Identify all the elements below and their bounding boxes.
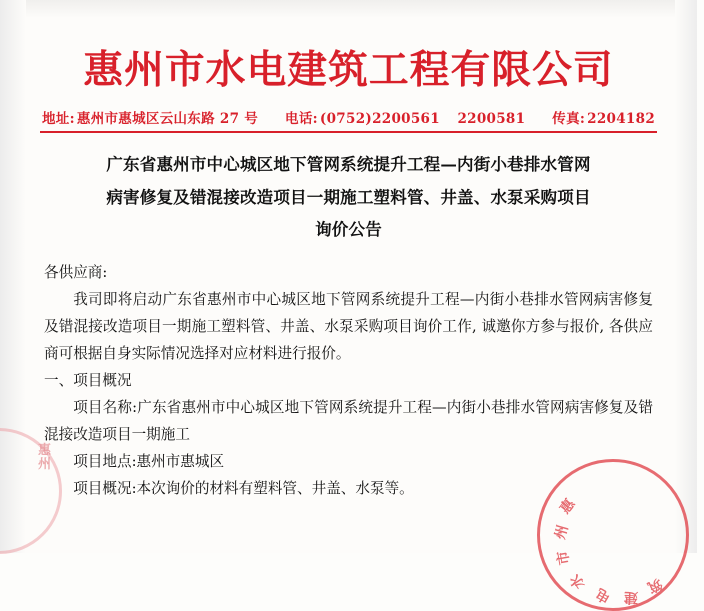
- title-line-1: 广东省惠州市中心城区地下管网系统提升工程—内街小巷排水管网: [106, 155, 591, 175]
- phone-value: (0752)2200561: [319, 110, 440, 127]
- company-name: 惠州市水电建筑工程有限公司: [83, 47, 614, 93]
- title-line-3: 询价公告: [315, 219, 382, 239]
- salutation: 各供应商:: [44, 263, 108, 281]
- phone-label: 电话:: [285, 110, 318, 127]
- document-body: [44, 260, 653, 503]
- field-project-name-label: 项目名称:: [73, 398, 138, 416]
- seal-char-7: 筑: [644, 574, 665, 596]
- address-label: 地址:: [42, 110, 75, 127]
- contact-row: [42, 107, 655, 127]
- seal-char-4: 水: [567, 571, 589, 592]
- field-overview-label: 项目概况:: [73, 479, 137, 497]
- seal-fragment-text: 惠 州: [38, 443, 52, 473]
- section-heading-1: 一、项目概况: [44, 371, 132, 389]
- field-overview: [44, 476, 653, 503]
- seal-char-5: 电: [593, 584, 614, 606]
- field-location-label: 项目地点:: [73, 452, 137, 470]
- field-project-name-value: 广东省惠州市中心城区地下管网系统提升工程—内街小巷排水管网病害修复及错混接改造项目一期施工: [44, 398, 653, 443]
- field-overview-value: 本次询价的材料有塑料管、井盖、水泵等。: [136, 479, 414, 497]
- seal-char-3: 市: [554, 549, 574, 567]
- intro-paragraph: 我司即将启动广东省惠州市中心城区地下管网系统提升工程—内街小巷排水管网病害修复及错混接改造项目一期施工塑料管、井盖、水泵采购项目询价工作, 诚邀你方参与报价, 各供应商可根据自身实际情况选择对应材料进行报价。: [44, 290, 653, 362]
- fax-label: 传真:: [552, 110, 586, 127]
- phone-value-secondary: 2200581: [457, 110, 526, 127]
- letterhead: [0, 0, 697, 93]
- seal-char-6: 建: [623, 588, 639, 606]
- title-line-2: 病害修复及错混接改造项目一期施工塑料管、井盖、水泵采购项目: [106, 187, 591, 207]
- field-location-value: 惠州市惠城区: [136, 452, 225, 470]
- document-title: [58, 149, 639, 246]
- field-project-name: [44, 395, 653, 449]
- letterhead-divider: [40, 131, 657, 134]
- seal-char-1: 惠: [557, 496, 579, 518]
- address-value: 惠州市惠城区云山东路 27 号: [76, 110, 259, 127]
- seal-char-2: 州: [552, 523, 572, 542]
- fax-value: 2204182: [587, 110, 656, 127]
- field-location: [44, 449, 653, 476]
